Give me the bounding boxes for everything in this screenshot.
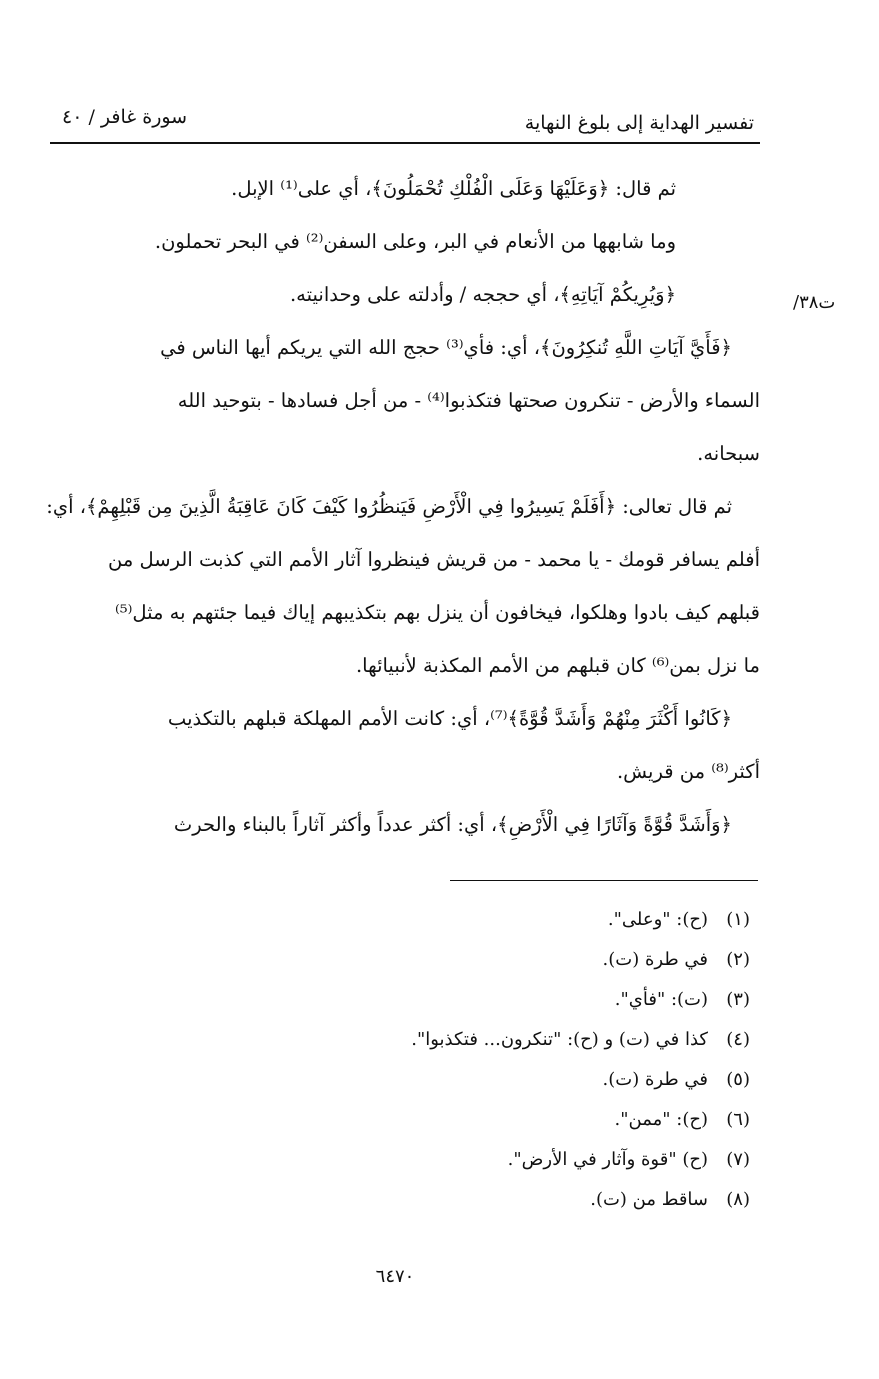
footnote-text: ساقط من (ت). [590, 1189, 708, 1210]
text-line: ﴿فَأَيَّ آيَاتِ اللَّهِ تُنكِرُونَ﴾، أي: فأي⁽³⁾ حجج الله التي يريكم أيها الناس في [160, 336, 732, 359]
book-title: تفسير الهداية إلى بلوغ النهاية [524, 112, 754, 134]
footnote [200, 900, 750, 940]
text-line: السماء والأرض - تنكرون صحتها فتكذبوا⁽⁴⁾ - من أجل فسادها - بتوحيد الله [177, 389, 760, 412]
text-line: ما نزل بمن⁽⁶⁾ كان قبلهم من الأمم المكذبة لأنبيائها. [355, 654, 760, 677]
footnote-number: (٥) [726, 1069, 750, 1090]
margin-note: ت٣٨/ [793, 292, 836, 313]
text-line: ثم قال تعالى: ﴿أَفَلَمْ يَسِيرُوا فِي الْأَرْضِ فَيَنظُرُوا كَيْفَ كَانَ عَاقِبَةُ الَّذِينَ مِن قَبْلِهِمْ﴾، أي: [46, 495, 732, 518]
footnote-number: (٧) [726, 1149, 750, 1170]
text-line: أفلم يسافر قومك - يا محمد - من قريش فينظروا آثار الأمم التي كذبت الرسل من [108, 548, 760, 571]
footnote-text: (ح) "قوة وآثار في الأرض". [507, 1149, 708, 1170]
footnote-number: (٢) [726, 949, 750, 970]
footnote [200, 1180, 750, 1220]
footnote-text: (ح): "ممن". [614, 1109, 708, 1130]
footnote-separator [450, 880, 758, 881]
page-number: ٦٤٧٠ [375, 1266, 415, 1287]
footnote-text: (ت): "فأي". [614, 989, 708, 1010]
footnote [200, 1060, 750, 1100]
footnote-text: في طرة (ت). [602, 1069, 708, 1090]
text-line: وما شابهها من الأنعام في البر، وعلى السفن⁽²⁾ في البحر تحملون. [154, 230, 676, 253]
footnote-text: (ح): "وعلى". [607, 909, 708, 930]
footnote [200, 980, 750, 1020]
footnotes [200, 900, 750, 1220]
footnote-number: (١) [726, 909, 750, 930]
text-line: قبلهم كيف بادوا وهلكوا، فيخافون أن ينزل بهم بتكذيبهم إياك فيما جئتهم به مثل⁽⁵⁾ [114, 601, 760, 624]
text-line: ﴿وَأَشَدَّ قُوَّةً وَآثَارًا فِي الْأَرْضِ﴾، أي: أكثر عدداً وأكثر آثاراً بالبناء والحرث [173, 813, 732, 836]
surah-title: سورة غافر / ٤٠ [62, 106, 188, 128]
footnote-text: في طرة (ت). [602, 949, 708, 970]
text-line: ثم قال: ﴿وَعَلَيْهَا وَعَلَى الْفُلْكِ تُحْمَلُونَ﴾، أي على⁽¹⁾ الإبل. [231, 177, 676, 200]
footnote-text: كذا في (ت) و (ح): "تنكرون... فتكذبوا". [411, 1029, 708, 1050]
running-header [50, 102, 760, 144]
footnote-number: (٨) [726, 1189, 750, 1210]
footnote-number: (٣) [726, 989, 750, 1010]
footnote-number: (٦) [726, 1109, 750, 1130]
footnote [200, 1020, 750, 1060]
text-line: ﴿كَانُوا أَكْثَرَ مِنْهُمْ وَأَشَدَّ قُوَّةً﴾⁽⁷⁾، أي: كانت الأمم المهلكة قبلهم بالتكذيب [167, 707, 732, 730]
text-line: أكثر⁽⁸⁾ من قريش. [616, 760, 760, 783]
footnote-number: (٤) [726, 1029, 750, 1050]
text-line: سبحانه. [697, 442, 760, 465]
text-line: ﴿وَيُرِيكُمْ آيَاتِهِ﴾، أي حججه / وأدلته على وحدانيته. [289, 283, 676, 306]
footnote [200, 940, 750, 980]
footnote [200, 1140, 750, 1180]
footnote [200, 1100, 750, 1140]
main-text [42, 162, 760, 851]
